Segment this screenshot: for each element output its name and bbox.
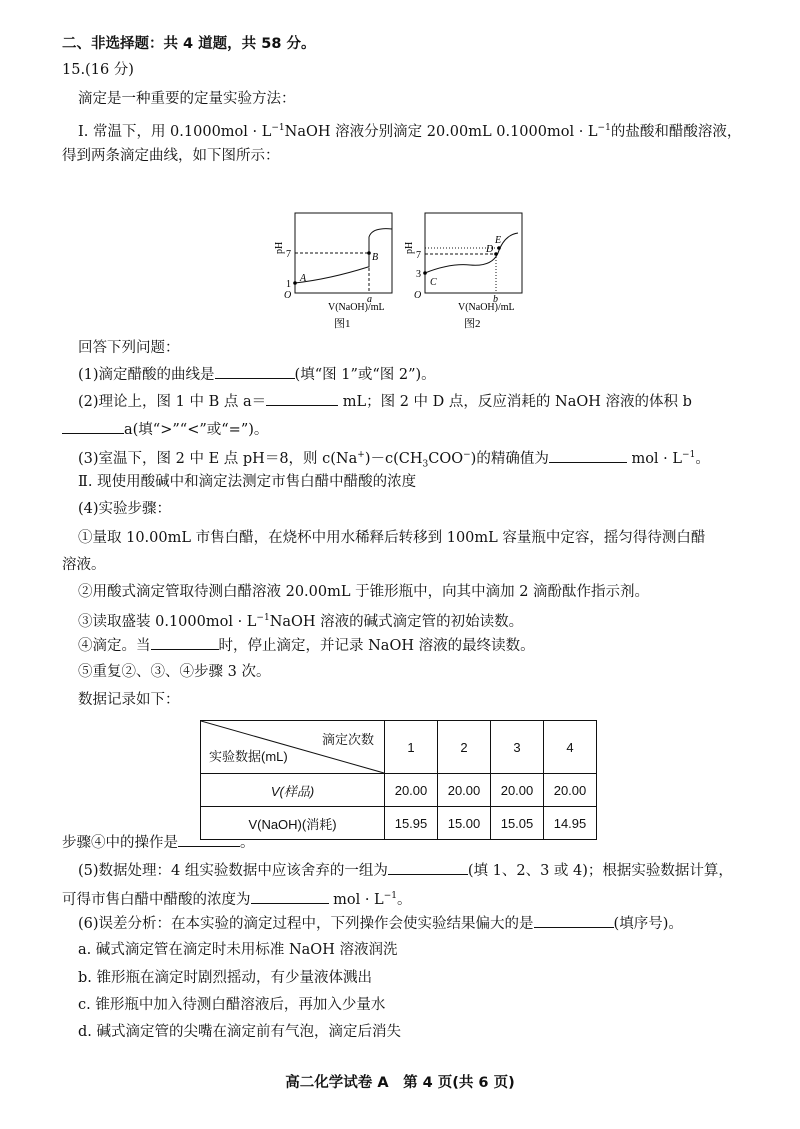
step-2: ②用酸式滴定管取待测白醋溶液 20.00mL 于锥形瓶中，向其中滴加 2 滴酚酞作指示剂。 xyxy=(78,584,650,600)
data-table xyxy=(200,720,597,840)
answer-blank[interactable] xyxy=(549,448,627,463)
curve-2 xyxy=(425,233,518,273)
svg-text:A: A xyxy=(300,273,307,284)
svg-text:图2: 图2 xyxy=(464,318,481,330)
answer-blank[interactable] xyxy=(388,860,468,875)
answer-blank[interactable] xyxy=(215,364,295,379)
step-1: ①量取 10.00mL 市售白醋，在烧杯中用水稀释后转移到 100mL 容量瓶中定容，摇匀得待测白醋 xyxy=(78,530,706,546)
table-row: V(NaOH)(消耗) 15.95 15.00 15.05 14.95 xyxy=(201,807,597,840)
answer-blank[interactable] xyxy=(62,419,124,434)
col-header: 2 xyxy=(438,721,491,774)
answer-blank[interactable] xyxy=(151,635,219,650)
question-6: (6)误差分析：在本实验的滴定过程中，下列操作会使实验结果偏大的是 (填序号)。 xyxy=(78,913,683,934)
svg-text:D: D xyxy=(486,244,494,255)
question-2-cont: a(填“>”“<”或“=”)。 xyxy=(62,419,268,440)
intro: 滴定是一种重要的定量实验方法： xyxy=(78,91,296,107)
svg-text:7: 7 xyxy=(286,249,291,260)
svg-text:E: E xyxy=(495,235,502,246)
question-number: 15.(16 分) xyxy=(62,62,134,78)
svg-text:O: O xyxy=(284,290,292,301)
figure-2 xyxy=(404,213,522,330)
part1-line2: 得到两条滴定曲线，如下图所示： xyxy=(62,148,280,164)
section-title: 二、非选择题：共 4 道题，共 58 分。 xyxy=(62,36,316,52)
answer-blank[interactable] xyxy=(251,889,329,904)
step-4: ④滴定。当 时，停止滴定，并记录 NaOH 溶液的最终读数。 xyxy=(78,635,535,656)
question-2: (2)理论上，图 1 中 B 点 a＝ mL；图 2 中 D 点，反应消耗的 NaOH 溶液的体积 b xyxy=(78,391,692,412)
option-c: c. 锥形瓶中加入待测白醋溶液后，再加入少量水 xyxy=(78,997,386,1013)
option-d: d. 碱式滴定管的尖嘴在滴定前有气泡，滴定后消失 xyxy=(78,1024,401,1040)
figure-1 xyxy=(274,213,392,330)
svg-text:1: 1 xyxy=(286,279,291,290)
question-5-cont: 可得市售白醋中醋酸的浓度为 mol · $L^{-1}$。 xyxy=(62,886,411,910)
answer-blank[interactable] xyxy=(534,913,614,928)
answer-prompt: 回答下列问题： xyxy=(78,340,180,356)
svg-text:b: b xyxy=(493,294,498,305)
step-3: ③读取盛装 $0.1000mol \cdot L^{-1}NaOH$ 溶液的碱式滴定管的初始读数。 xyxy=(78,613,524,630)
svg-text:a: a xyxy=(367,294,372,305)
fig1-ylabel: pH xyxy=(274,241,285,254)
answer-blank[interactable] xyxy=(266,391,338,406)
svg-text:图1: 图1 xyxy=(334,318,351,330)
col-header: 1 xyxy=(385,721,438,774)
svg-text:V(NaOH)/mL: V(NaOH)/mL xyxy=(328,302,385,313)
svg-text:O: O xyxy=(414,290,422,301)
data-intro: 数据记录如下： xyxy=(78,692,180,708)
svg-text:pH: pH xyxy=(404,241,415,254)
option-b: b. 锥形瓶在滴定时剧烈摇动，有少量液体溅出 xyxy=(78,970,372,986)
titration-figures xyxy=(270,205,540,337)
step-5: ⑤重复②、③、④步骤 3 次。 xyxy=(78,664,271,680)
svg-text:B: B xyxy=(372,252,379,263)
svg-text:C: C xyxy=(430,277,437,288)
question-3: (3)室温下，图 2 中 E 点 pH＝8，则 $c(Na^+)-c(CH_3COO^-)$的精确值为 mol · $L^{-1}$。 xyxy=(78,445,710,475)
table-row: V(样品) 20.00 20.00 20.00 20.00 xyxy=(201,774,597,807)
question-1: (1)滴定醋酸的曲线是 (填“图 1”或“图 2”)。 xyxy=(78,364,436,385)
question-4: (4)实验步骤： xyxy=(78,501,172,517)
svg-text:V(NaOH)/mL: V(NaOH)/mL xyxy=(458,302,515,313)
svg-text:7: 7 xyxy=(416,250,421,261)
svg-text:3: 3 xyxy=(416,269,421,280)
part1-line1: I. 常温下，用 $0.1000mol \cdot L^{-1}NaOH$ 溶液分别滴定 20.00mL $0.1000mol \cdot L^{-1}$的盐酸和醋酸溶液， xyxy=(78,123,742,140)
col-header: 3 xyxy=(491,721,544,774)
step-1-cont: 溶液。 xyxy=(62,557,106,573)
part-2: Ⅱ. 现使用酸碱中和滴定法测定市售白醋中醋酸的浓度 xyxy=(78,474,417,490)
option-a: a. 碱式滴定管在滴定时未用标准 NaOH 溶液润洗 xyxy=(78,942,398,958)
step-4-operation: 步骤④中的操作是 。 xyxy=(62,832,255,853)
table-corner: 滴定次数 实验数据(mL) xyxy=(201,721,385,774)
col-header: 4 xyxy=(544,721,597,774)
question-5: (5)数据处理：4 组实验数据中应该舍弃的一组为 (填 1、2、3 或 4)；根据实验数据计算， xyxy=(78,860,733,881)
page-footer: 高二化学试卷 A 第 4 页(共 6 页) xyxy=(285,1075,515,1091)
answer-blank[interactable] xyxy=(178,832,240,847)
